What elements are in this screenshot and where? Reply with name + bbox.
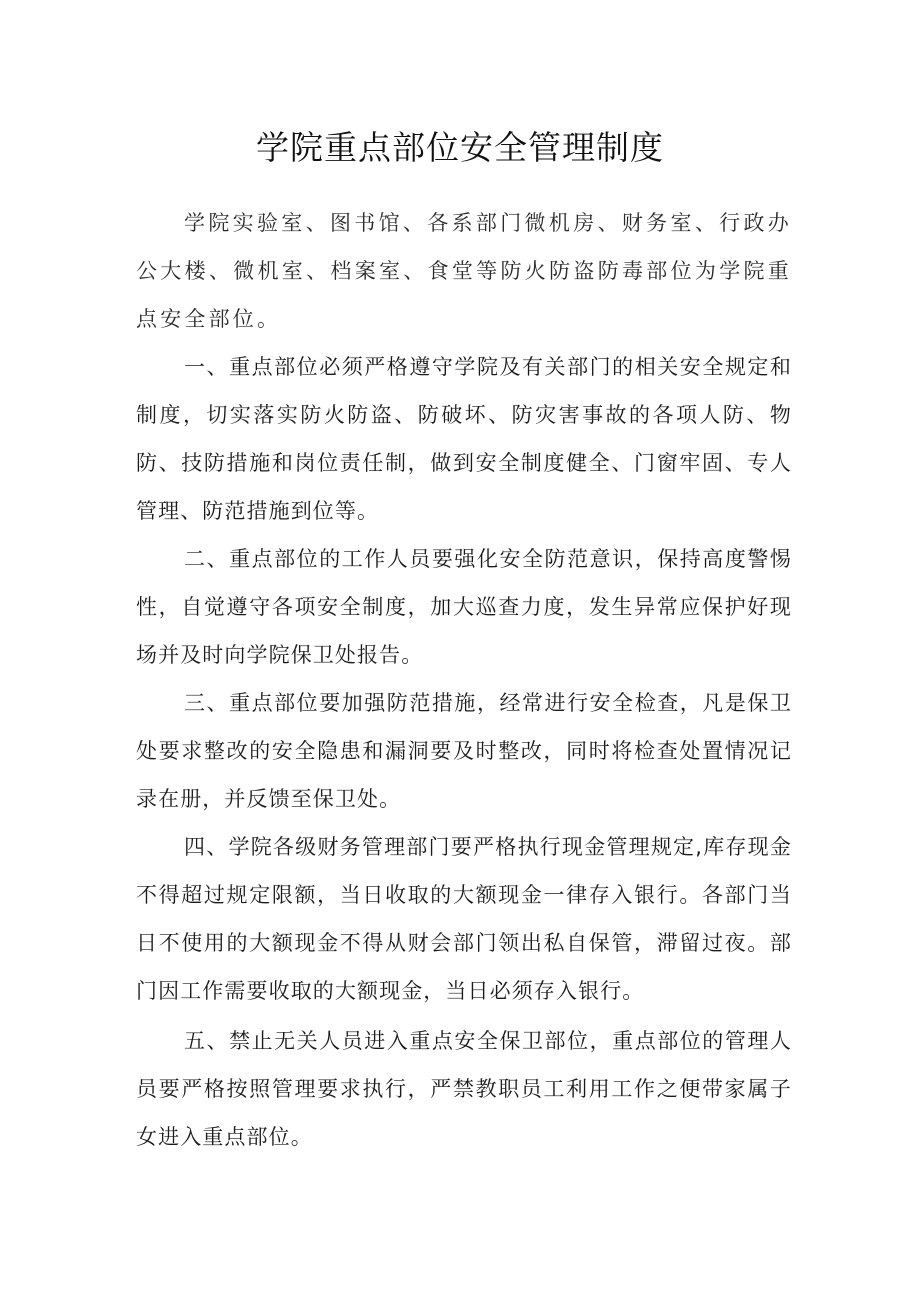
rule-paragraph-3: 三、重点部位要加强防范措施，经常进行安全检查，凡是保卫处要求整改的安全隐患和漏洞要及时整改，同时将检查处置情况记录在册，并反馈至保卫处。: [136, 691, 792, 811]
document-title: 学院重点部位安全管理制度: [256, 128, 664, 167]
rule-paragraph-5: 五、禁止无关人员进入重点安全保卫部位，重点部位的管理人员要严格按照管理要求执行，严禁教职员工利用工作之便带家属子女进入重点部位。: [136, 1029, 792, 1149]
intro-paragraph: 学院实验室、图书馆、各系部门微机房、财务室、行政办公大楼、微机室、档案室、食堂等防火防盗防毒部位为学院重点安全部位。: [136, 211, 792, 331]
rule-paragraph-2: 二、重点部位的工作人员要强化安全防范意识，保持高度警惕性，自觉遵守各项安全制度，加大巡查力度，发生异常应保护好现场并及时向学院保卫处报告。: [136, 547, 792, 667]
rule-paragraph-1: 一、重点部位必须严格遵守学院及有关部门的相关安全规定和制度，切实落实防火防盗、防破坏、防灾害事故的各项人防、物防、技防措施和岗位责任制，做到安全制度健全、门窗牢固、专人管理、防范措施到位等。: [136, 355, 792, 523]
rule-paragraph-4: 四、学院各级财务管理部门要严格执行现金管理规定,库存现金不得超过规定限额，当日收取的大额现金一律存入银行。各部门当日不使用的大额现金不得从财会部门领出私自保管，滞留过夜。部门因工作需要收取的大额现金，当日必须存入银行。: [136, 835, 792, 1003]
